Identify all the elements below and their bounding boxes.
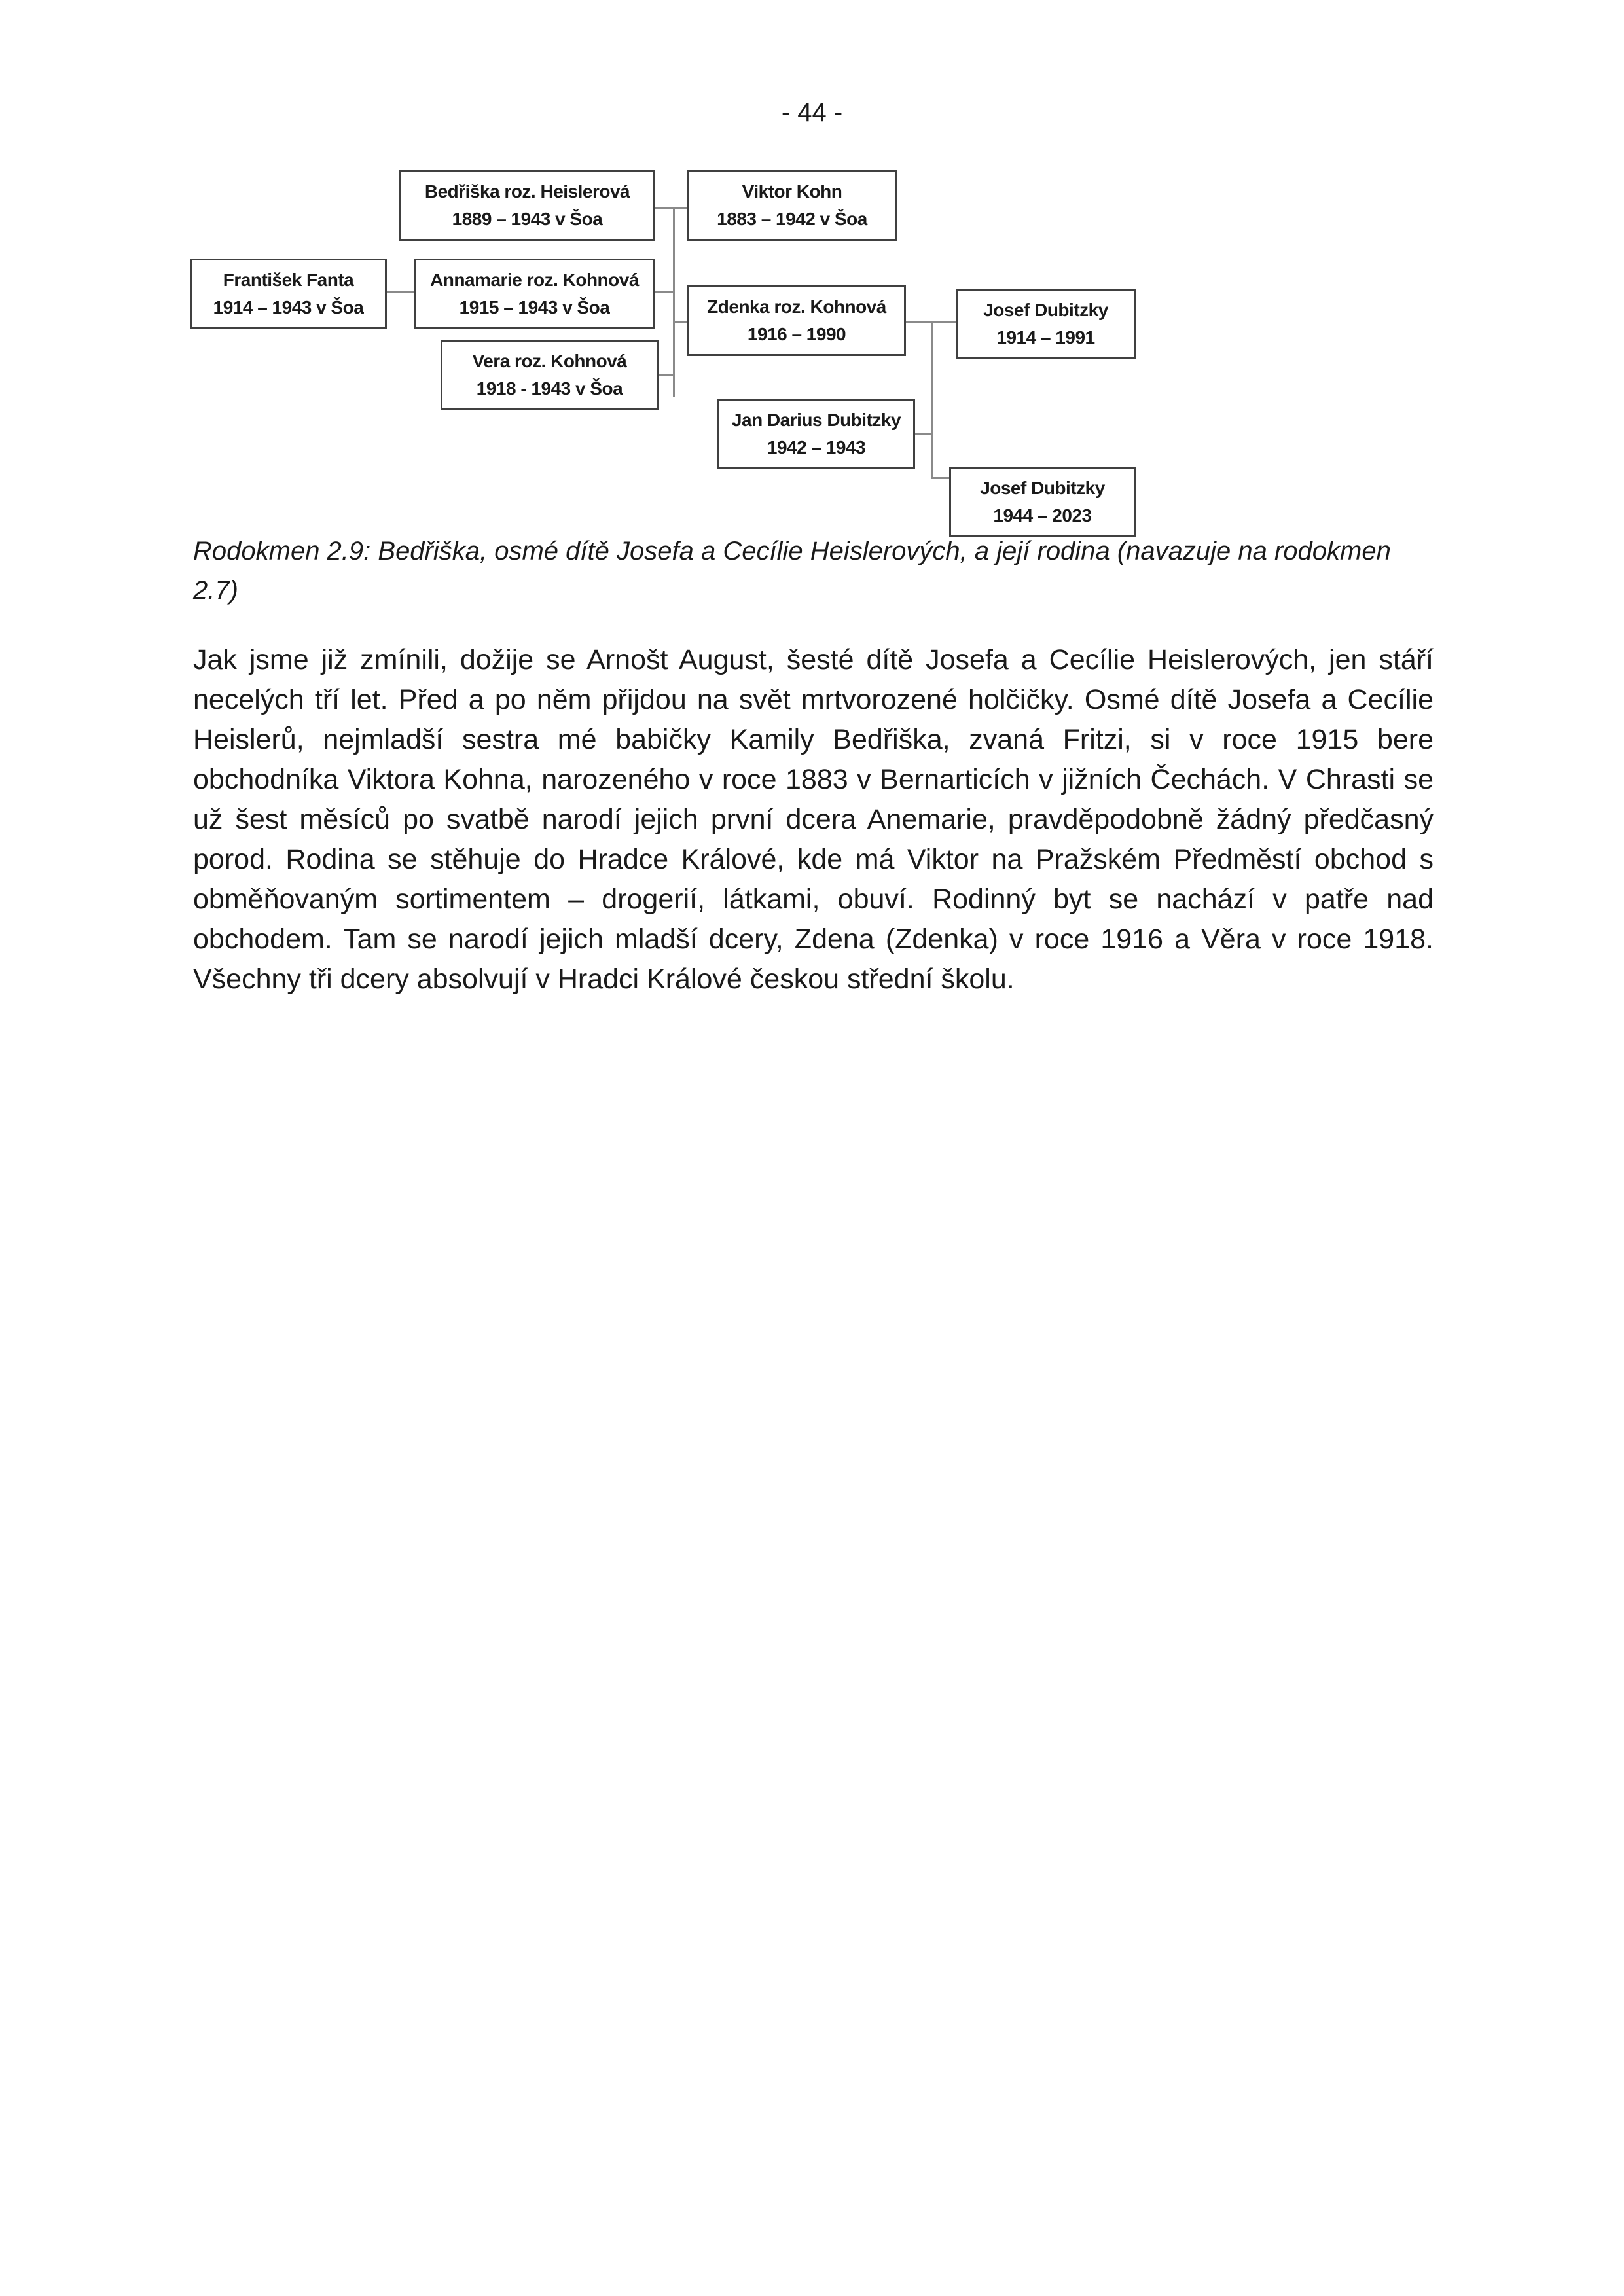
person-bedriska: [399, 170, 655, 241]
figure-caption: Rodokmen 2.9: Bedřiška, osmé dítě Josefa a Cecílie Heislerových, a její rodina (navazuje na rodokmen 2.7): [193, 537, 1391, 605]
person-name: Josef Dubitzky: [980, 478, 1105, 498]
person-name: Bedřiška roz. Heislerová: [424, 181, 630, 202]
connector-josef1: [931, 321, 956, 323]
family-tree-diagram: [190, 167, 1159, 540]
person-dates: 1883 – 1942 v Šoa: [717, 209, 867, 229]
connector-parents: [673, 207, 687, 209]
connector-jan: [915, 433, 933, 435]
connector-josef1-short: [906, 321, 908, 323]
connector-frantisek-annamarie: [387, 291, 414, 293]
person-dates: 1916 – 1990: [747, 324, 846, 344]
connector-daughters-vertical: [673, 207, 675, 397]
connector-to-zdenka: [673, 321, 687, 323]
person-frantisek-fanta: [190, 259, 387, 329]
page-number: - 44 -: [781, 98, 843, 127]
connector-josef2: [931, 477, 949, 479]
person-name: Jan Darius Dubitzky: [731, 410, 901, 430]
person-zdenka: [687, 285, 906, 356]
connector-zdenka-vertical: [931, 321, 933, 478]
person-dates: 1918 - 1943 v Šoa: [476, 378, 623, 399]
connector-zdenka-right: [906, 321, 932, 323]
person-josef-dubitzky-1914: [956, 289, 1136, 359]
person-dates: 1915 – 1943 v Šoa: [459, 297, 610, 317]
person-name: Zdenka roz. Kohnová: [707, 296, 886, 317]
connector-bedriska: [655, 207, 674, 209]
person-name: Vera roz. Kohnová: [472, 351, 627, 371]
person-viktor-kohn: [687, 170, 897, 241]
person-dates: 1944 – 2023: [993, 505, 1092, 526]
person-dates: 1942 – 1943: [767, 437, 866, 457]
person-jan-darius: [717, 399, 915, 469]
person-name: Viktor Kohn: [742, 181, 842, 202]
person-dates: 1889 – 1943 v Šoa: [452, 209, 603, 229]
connector-annamarie: [655, 291, 674, 293]
person-annamarie: [414, 259, 655, 329]
person-name: Josef Dubitzky: [983, 300, 1108, 320]
person-dates: 1914 – 1943 v Šoa: [213, 297, 364, 317]
body-paragraph: Jak jsme již zmínili, dožije se Arnošt August, šesté dítě Josefa a Cecílie Heislerových, jen stáří necelých tří let. Před a po něm přijdou na svět mrtvorozené holčičky. Osmé dítě Josefa a Cecílie Heislerů, nejmladší sestra mé babičky Kamily Bedřiška, zvaná Fritzi, si v roce 1915 bere obchodníka Viktora Kohna, narozeného v roce 1883 v Bernarticích v jižních Čechách. V Chrasti se už šest měsíců po svatbě narodí jejich první dcera Anemarie, pravděpodobně žádný předčasný porod. Rodina se stěhuje do Hradce Králové, kde má Viktor na Pražském Předměstí obchod s obměňovaným sortimentem – drogerií, látkami, obuví. Rodinný byt se nachází v patře nad obchodem. Tam se narodí jejich mladší dcery, Zdena (Zdenka) v roce 1916 a Věra v roce 1918. Všechny tři dcery absolvují v Hradci Králové českou střední školu.: [193, 644, 1434, 995]
person-vera: [441, 340, 659, 410]
person-dates: 1914 – 1991: [996, 327, 1095, 348]
person-name: František Fanta: [223, 270, 354, 290]
connector-vera: [659, 374, 674, 376]
person-name: Annamarie roz. Kohnová: [430, 270, 639, 290]
person-josef-dubitzky-1944: [949, 467, 1136, 537]
